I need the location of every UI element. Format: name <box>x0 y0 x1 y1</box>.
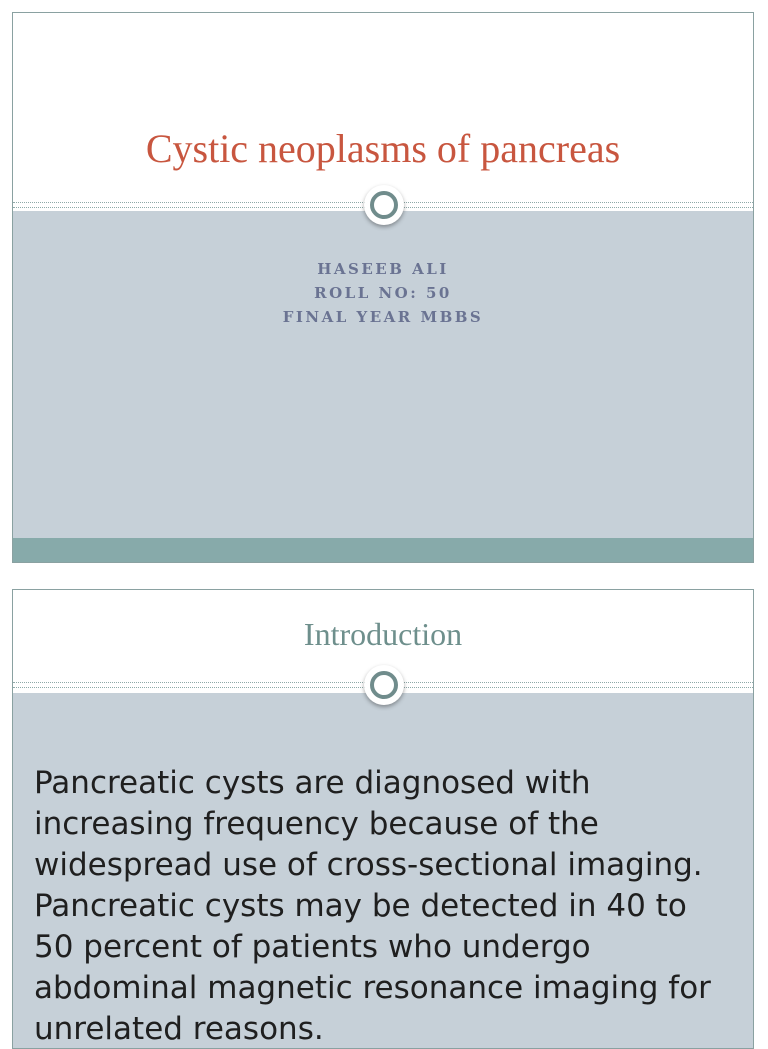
roll-number: ROLL NO: 50 <box>314 284 452 302</box>
slide-body-text: Pancreatic cysts are diagnosed with increasing frequency because of the widespread use of cross-sectional imaging. Pancreatic cysts may be detected in 40 to 50 percent of patients who undergo abdominal magnetic resonance imaging for unrelated reasons. <box>34 765 711 1047</box>
year-of-study: FINAL YEAR MBBS <box>282 308 484 326</box>
introduction-slide <box>12 589 754 1049</box>
presentation-title: Cystic neoplasms of pancreas <box>145 126 621 171</box>
presenter-info <box>13 257 753 329</box>
slide-footer-bar <box>13 538 753 563</box>
presenter-name: HASEEB ALI <box>317 260 449 278</box>
slide-title: Introduction <box>303 616 463 652</box>
ring-ornament-icon <box>364 185 404 225</box>
title-slide <box>12 12 754 563</box>
ring-ornament-icon <box>364 665 404 705</box>
slide-header-band <box>13 13 753 205</box>
